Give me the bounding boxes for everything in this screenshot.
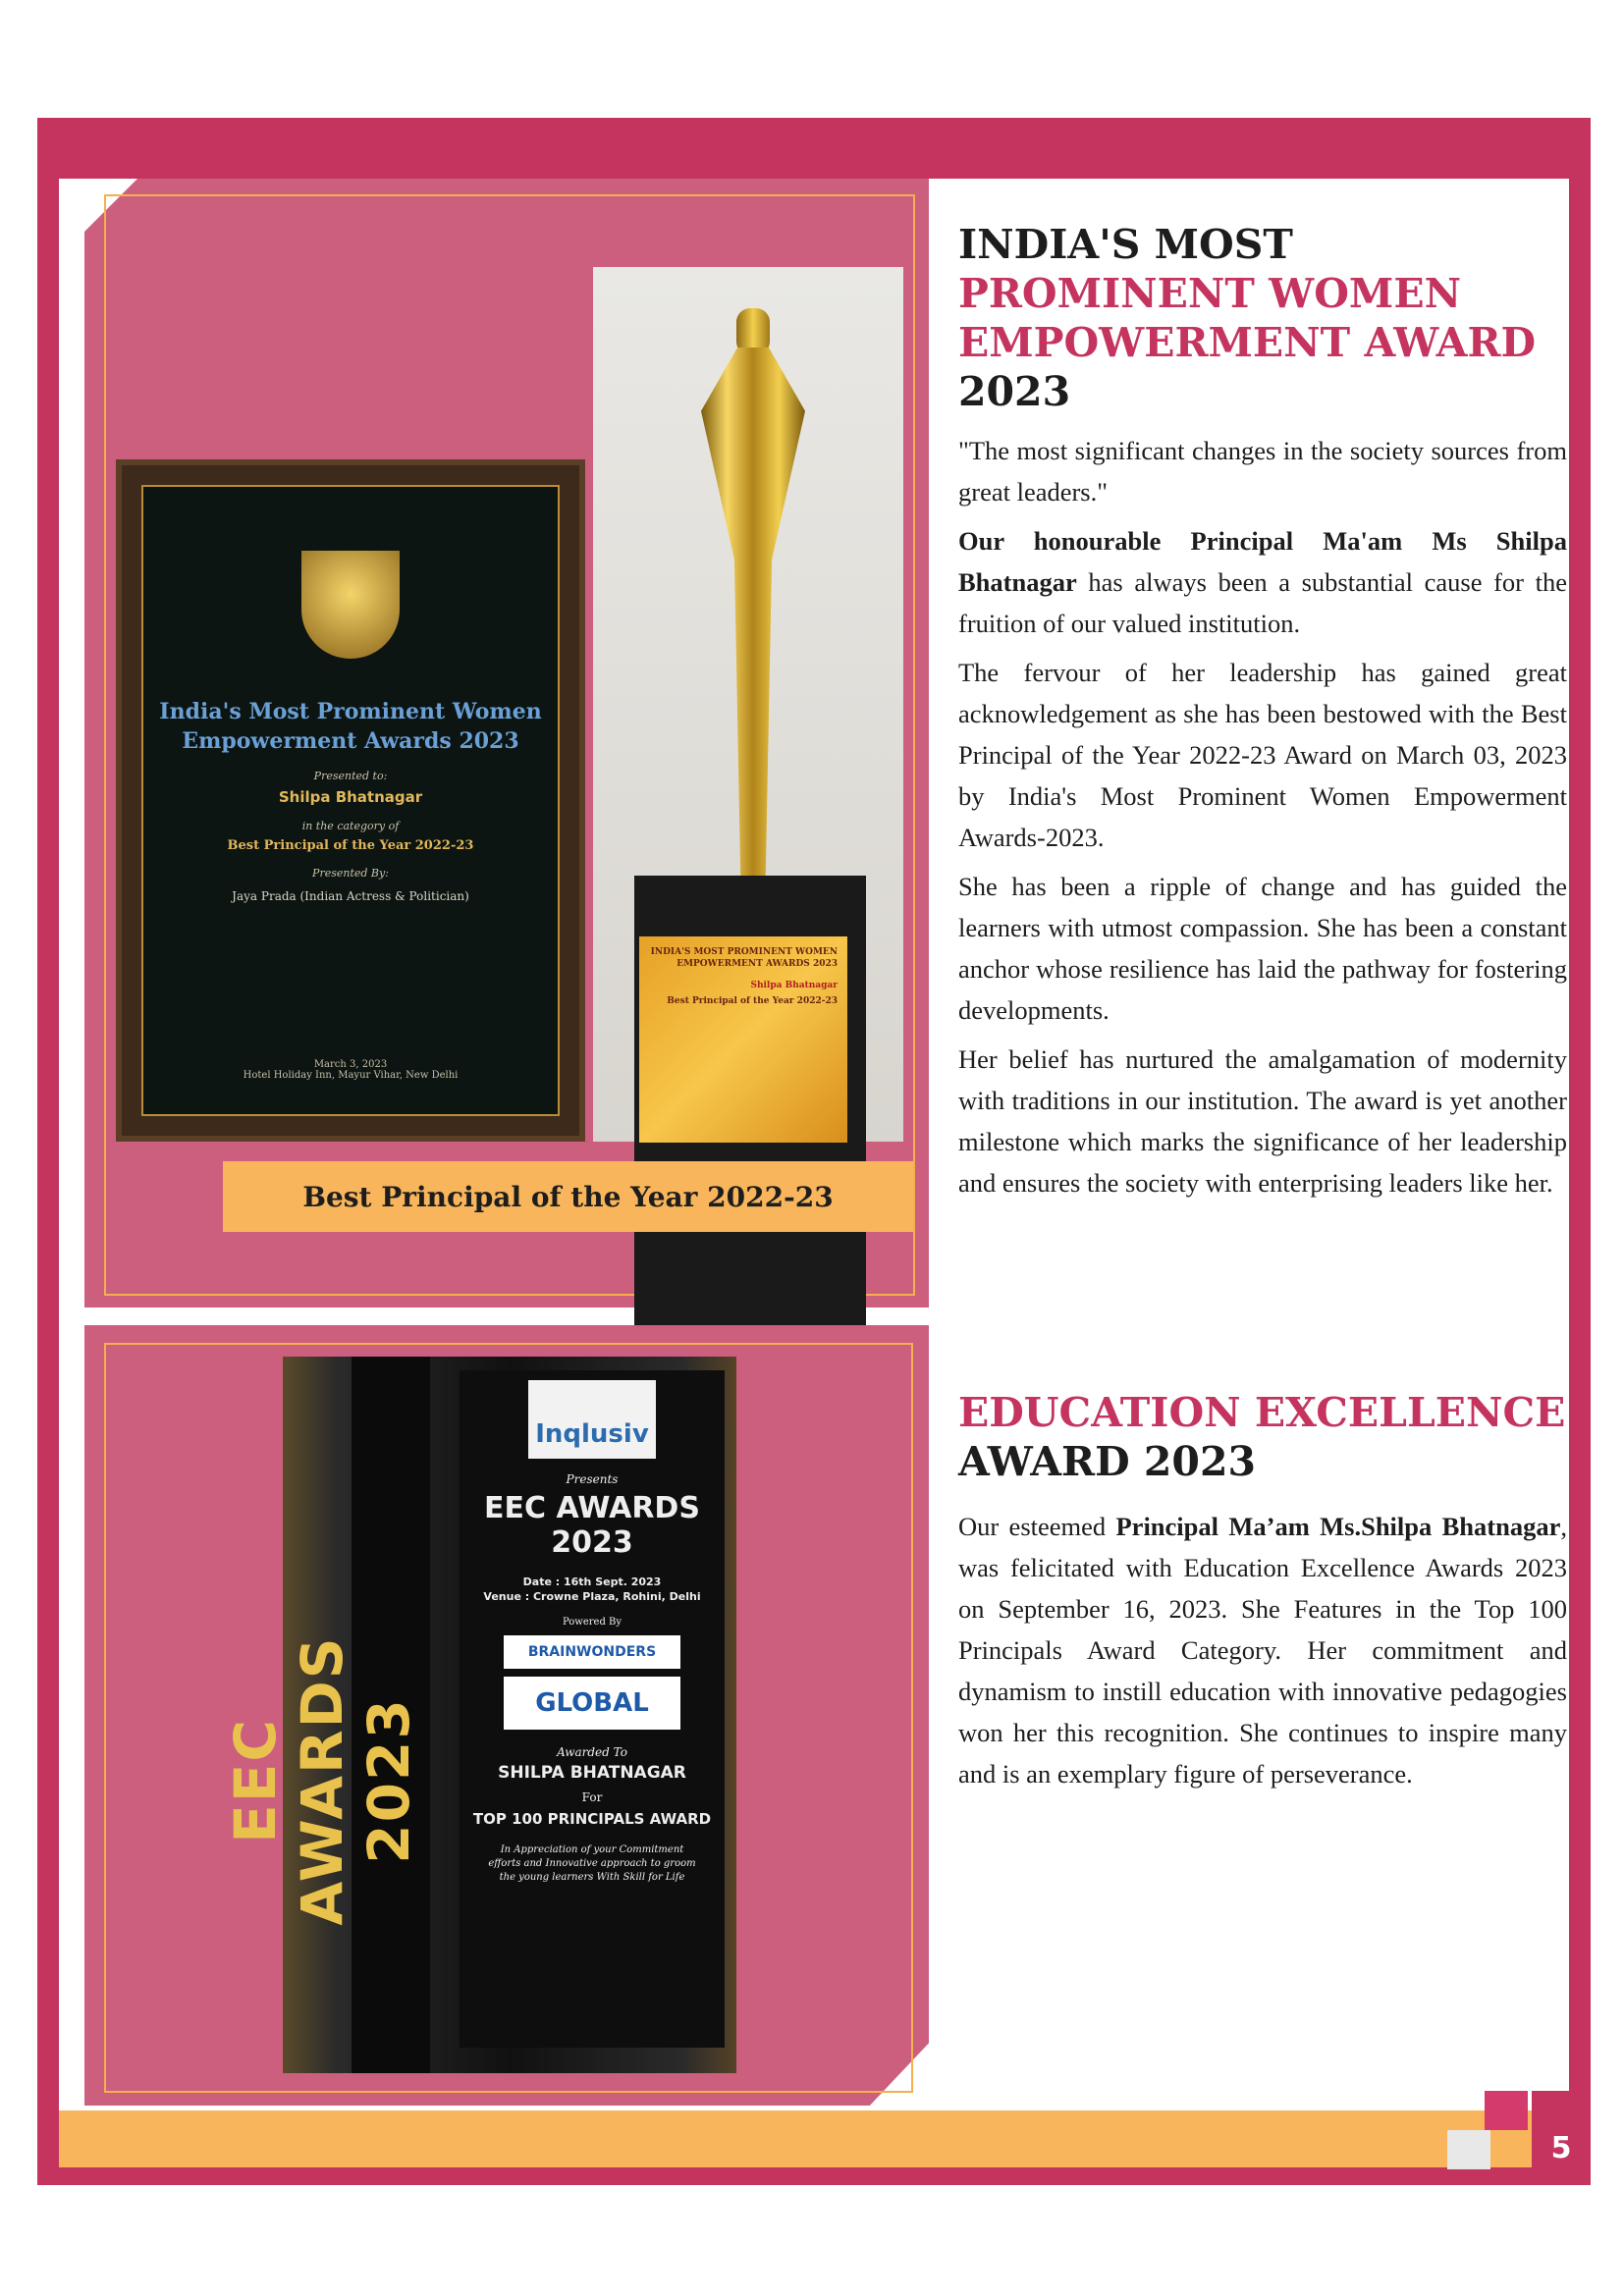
award2-heading-line1: EDUCATION EXCELLENCE	[958, 1389, 1566, 1436]
award1-para4: Her belief has nurtured the amalgamation of modernity with traditions in our institution. The award is yet another milestone which marks the significance of her leadership and ensures the society with enterprising leaders like her.	[958, 1044, 1567, 1198]
award1-heading-line1: INDIA'S MOST	[958, 221, 1293, 268]
award1-para3: She has been a ripple of change and has guided the learners with utmost compassion. She has been a constant anchor whose resilience has laid the pathway for fostering developments.	[958, 872, 1567, 1025]
global-logo: GLOBAL	[504, 1677, 680, 1730]
trophy-figure-body	[701, 347, 805, 878]
eec-date: Date : 16th Sept. 2023	[522, 1575, 662, 1588]
award1-para2: The fervour of her leadership has gained great acknowledgement as she has been bestowed with the Best Principal of the Year 2022-23 Award on March 03, 2023 by India's Most Prominent Women Empowerment Awards-2023.	[958, 658, 1567, 852]
eec-category: TOP 100 PRINCIPALS AWARD	[472, 1810, 712, 1828]
certificate-presented-by-label: Presented By:	[312, 867, 389, 881]
eec-powered-by: Powered By	[562, 1617, 623, 1628]
plaque-recipient: Shilpa Bhatnagar	[750, 981, 838, 991]
footer-square-pink	[1485, 2091, 1528, 2130]
eec-venue: Venue : Crowne Plaza, Rohini, Delhi	[483, 1590, 701, 1603]
page-number: 5	[1532, 2091, 1591, 2185]
certificate-presented-to: Presented to:	[313, 770, 388, 783]
certificate-category-label: in the category of	[301, 820, 400, 833]
eec-trophy-photo	[222, 1357, 736, 2073]
trophy-emblem-icon	[301, 551, 400, 659]
award2-heading-line2: AWARD 2023	[958, 1438, 1257, 1485]
eec-recipient: SHILPA BHATNAGAR	[498, 1763, 686, 1783]
certificate-inner	[141, 485, 560, 1116]
eec-side-text: EEC AWARDS 2023	[222, 1635, 422, 1926]
award1-heading-line3: EMPOWERMENT AWARD	[958, 319, 1537, 366]
eec-awarded-to: Awarded To	[557, 1745, 627, 1759]
eec-title: EEC AWARDS 2023	[484, 1491, 700, 1560]
trophy-photo	[593, 267, 903, 1142]
eec-presents: Presents	[566, 1472, 619, 1486]
certificate-title: India's Most Prominent Women Empowerment Awards 2023	[159, 699, 542, 754]
award2-para-intro: Our esteemed	[958, 1512, 1116, 1541]
eec-note: In Appreciation of your Commitment efforts and Innovative approach to groom the young learners With Skill for Life	[488, 1844, 696, 1883]
certificate-presenter: Jaya Prada (Indian Actress & Politician)	[232, 889, 469, 904]
certificate-date: March 3, 2023	[313, 1059, 388, 1070]
trophy-plaque	[639, 936, 847, 1143]
plaque-award-name: INDIA'S MOST PROMINENT WOMEN EMPOWERMENT AWARDS 2023	[650, 947, 838, 970]
award1-quote: "The most significant changes in the society sources from great leaders."	[958, 436, 1567, 507]
certificate-recipient: Shilpa Bhatnagar	[278, 788, 423, 807]
certificate-photo	[116, 459, 585, 1142]
certificate-category: Best Principal of the Year 2022-23	[227, 838, 474, 854]
award1-para1-bold: Our honourable Principal Ma'am Ms Shilpa Bhatnagar	[958, 526, 1567, 597]
award1-heading	[958, 220, 1567, 416]
footer-band	[59, 2110, 1569, 2167]
inqlusiv-logo: Inqlusiv	[528, 1380, 656, 1459]
award1-para1-rest: has always been a substantial cause for the fruition of our valued institution.	[958, 567, 1567, 638]
eec-trophy-face	[460, 1370, 725, 2048]
award1-heading-line4: 2023	[958, 368, 1071, 415]
award2-para	[958, 1506, 1567, 1794]
award1-para1	[958, 520, 1567, 644]
plaque-category: Best Principal of the Year 2022-23	[667, 996, 838, 1007]
brainwonders-logo: BRAINWONDERS	[504, 1635, 680, 1669]
award2-para-rest: , was felicitated with Education Excellence Awards 2023 on September 16, 2023. She Features in the Top 100 Principals Award Category. Her commitment and dynamism to instill education with innovative pedagogies won her this recognition. She continues to inspire many and is an exemplary figure of perseverance.	[958, 1512, 1567, 1789]
eec-for: For	[581, 1790, 603, 1804]
award1-text-column	[958, 220, 1567, 1203]
certificate-venue: Hotel Holiday Inn, Mayur Vihar, New Delhi	[243, 1070, 459, 1081]
award2-para-bold: Principal Ma’am Ms.Shilpa Bhatnagar	[1115, 1512, 1561, 1541]
award2-text-column	[958, 1388, 1567, 1794]
footer-square-grey	[1447, 2130, 1490, 2169]
certificate-footer	[143, 1059, 558, 1081]
award1-heading-line2: PROMINENT WOMEN	[958, 270, 1462, 317]
award2-heading	[958, 1388, 1567, 1486]
award1-caption: Best Principal of the Year 2022-23	[223, 1161, 913, 1232]
